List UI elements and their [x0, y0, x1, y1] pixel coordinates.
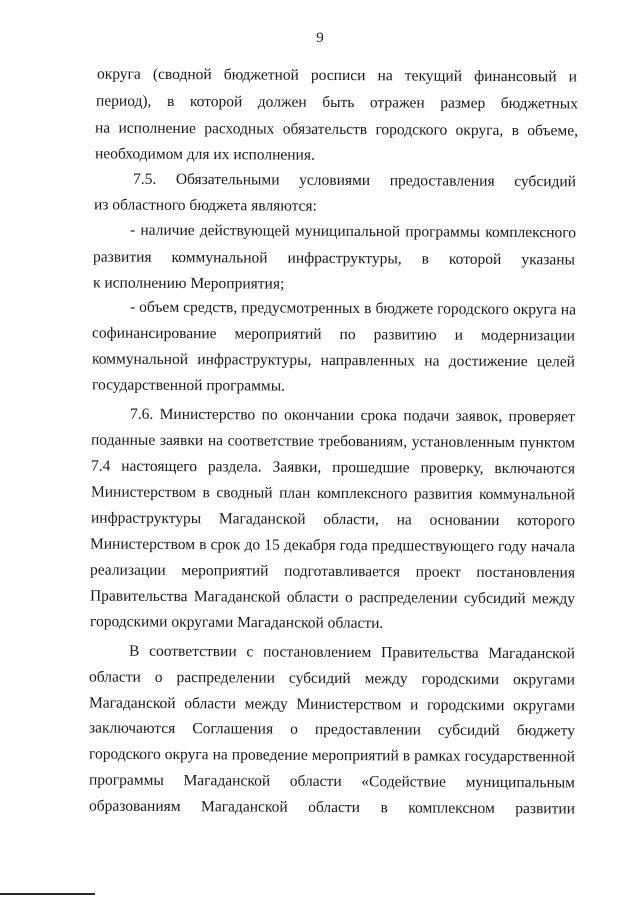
text-line: Министерством в срок до 15 декабря года предшествующего году начала: [89, 535, 576, 556]
scan-edge-line: [0, 893, 95, 895]
text-line: к исполнению Мероприятия;: [92, 274, 285, 293]
text-line: необходимом для их исполнения.: [94, 145, 315, 164]
page-number: 9: [316, 30, 324, 46]
text-line: Министерством в сводный план комплексного развития коммунальной: [90, 483, 576, 504]
text-line: софинансирование мероприятий по развитию и модернизации: [91, 324, 576, 345]
text-line: 7.5. Обязательными условиями предоставления субсидий: [132, 170, 577, 191]
text-line: - объем средств, предусмотренных в бюджете городского округа на: [129, 298, 577, 319]
text-line: на исполнение расходных обязательств городского округа, в объеме,: [94, 119, 579, 140]
text-line: Магаданской области между Министерством и городскими округами: [88, 694, 576, 715]
text-line: 7.6. Министерство по окончании срока подачи заявок, проверяет: [129, 405, 576, 426]
text-line: развития коммунальной инфраструктуры, в которой указаны: [92, 248, 576, 269]
text-line: области о распределении субсидий между городскими округами: [88, 668, 576, 689]
text-line: В соответствии с постановлением Правительства Магаданской: [128, 642, 576, 663]
text-line: городского округа на проведение мероприятий в рамках государственной: [88, 745, 576, 766]
text-line: 7.4 настоящего раздела. Заявки, прошедшие проверку, включаются: [90, 457, 576, 478]
text-line: из областного бюджета являются:: [93, 196, 317, 215]
text-line: городскими округами Магаданской области.: [89, 613, 384, 632]
text-line: программы Магаданской области «Содействие муниципальным: [88, 771, 576, 792]
text-line: реализации мероприятий подготавливается проект постановления: [89, 561, 576, 582]
text-line: период), в которой должен быть отражен размер бюджетных: [95, 92, 579, 113]
text-line: поданные заявки на соответствие требованиям, установленным пунктом: [90, 431, 576, 452]
text-line: округа (сводной бюджетной росписи на текущий финансовый и: [96, 65, 578, 86]
text-line: заключаются Соглашения о предоставлении субсидий бюджету: [88, 719, 576, 740]
text-line: инфраструктуры Магаданской области, на основании которого: [90, 509, 576, 530]
text-line: образованиям Магаданской области в комплексном развитии: [88, 797, 576, 818]
text-line: государственной программы.: [91, 376, 286, 395]
text-line: коммунальной инфраструктуры, направленных на достижение целей: [91, 350, 576, 371]
text-line: Правительства Магаданской области о распределении субсидий между: [89, 587, 576, 608]
text-line: - наличие действующей муниципальной программы комплексного: [129, 221, 577, 242]
